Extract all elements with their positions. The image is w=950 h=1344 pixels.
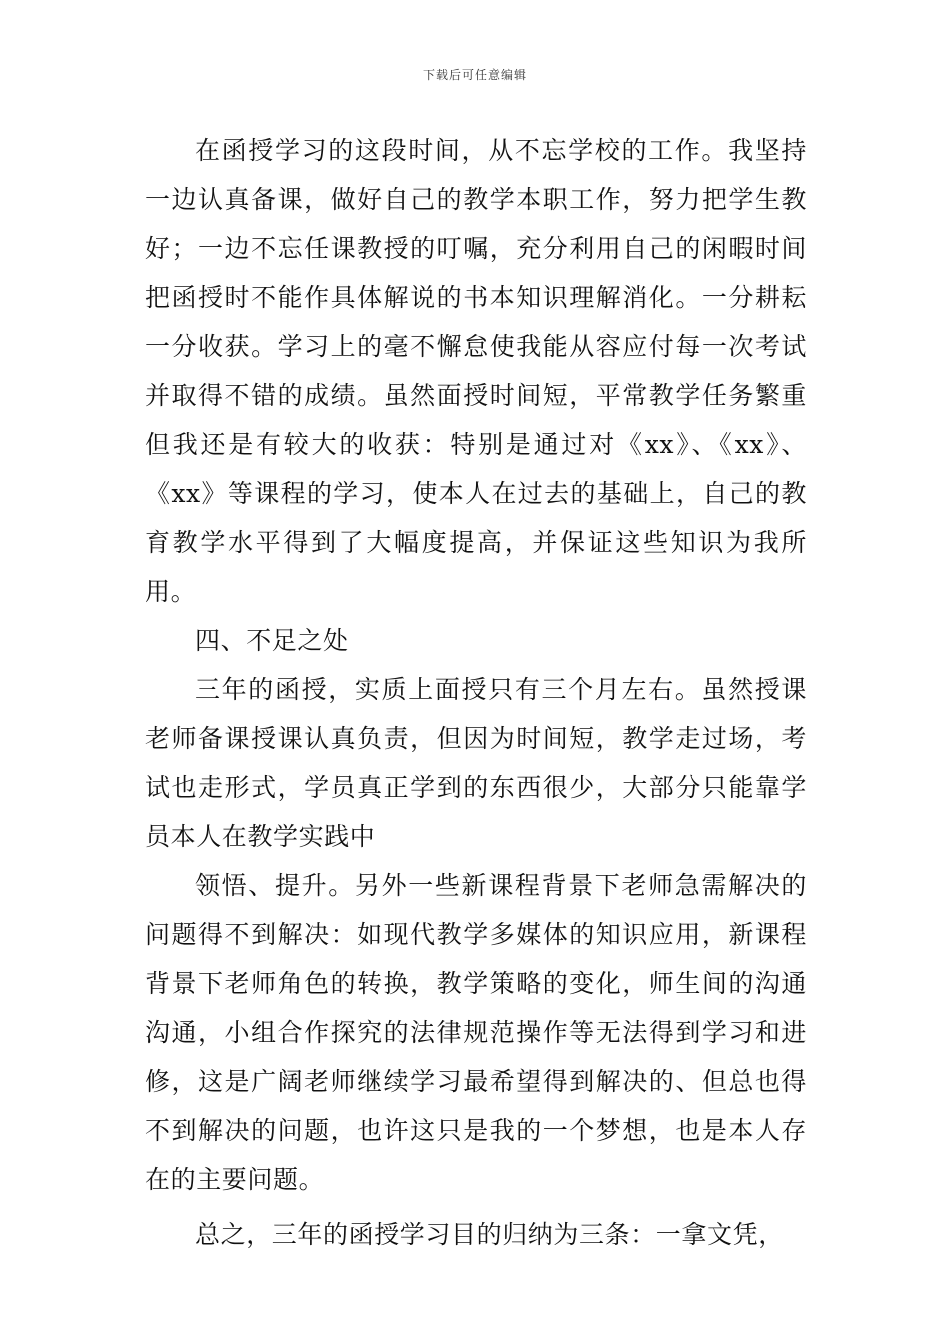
paragraph-study-summary: 在函授学习的这段时间，从不忘学校的工作。我坚持一边认真备课，做好自己的教学本职工作，努力把学生教好；一边不忘任课教授的叮嘱，充分利用自己的闲暇时间把函授时不能作具体解说的书本知识理解消化。一分耕耘一分收获。学习上的毫不懈怠使我能从容应付每一次考试并取得不错的成绩。虽然面授时间短，平常教学任务繁重但我还是有较大的收获：特别是通过对《xx》、《xx》、《xx》等课程的学习，使本人在过去的基础上，自己的教育教学水平得到了大幅度提高，并保证这些知识为我所用。 <box>145 136 807 606</box>
document-body <box>145 126 807 1259</box>
paragraph-conclusion: 总之，三年的函授学习目的归纳为三条：一拿文凭， <box>195 1220 784 1249</box>
paragraph-shortcomings: 三年的函授，实质上面授只有三个月左右。虽然授课老师备课授课认真负责，但因为时间短，教学走过场，考试也走形式，学员真正学到的东西很少，大部分只能靠学员本人在教学实践中 <box>145 675 807 851</box>
header-note: 下载后可任意编辑 <box>422 68 527 82</box>
paragraph-problems: 领悟、提升。另外一些新课程背景下老师急需解决的问题得不到解决：如现代教学多媒体的知识应用，新课程背景下老师角色的转换，教学策略的变化，师生间的沟通沟通，小组合作探究的法律规范操作等无法得到学习和进修，这是广阔老师继续学习最希望得到解决的、但总也得不到解决的问题，也许这只是我的一个梦想，也是本人存在的主要问题。 <box>145 871 807 1194</box>
section-heading-shortcomings: 四、不足之处 <box>195 626 349 655</box>
